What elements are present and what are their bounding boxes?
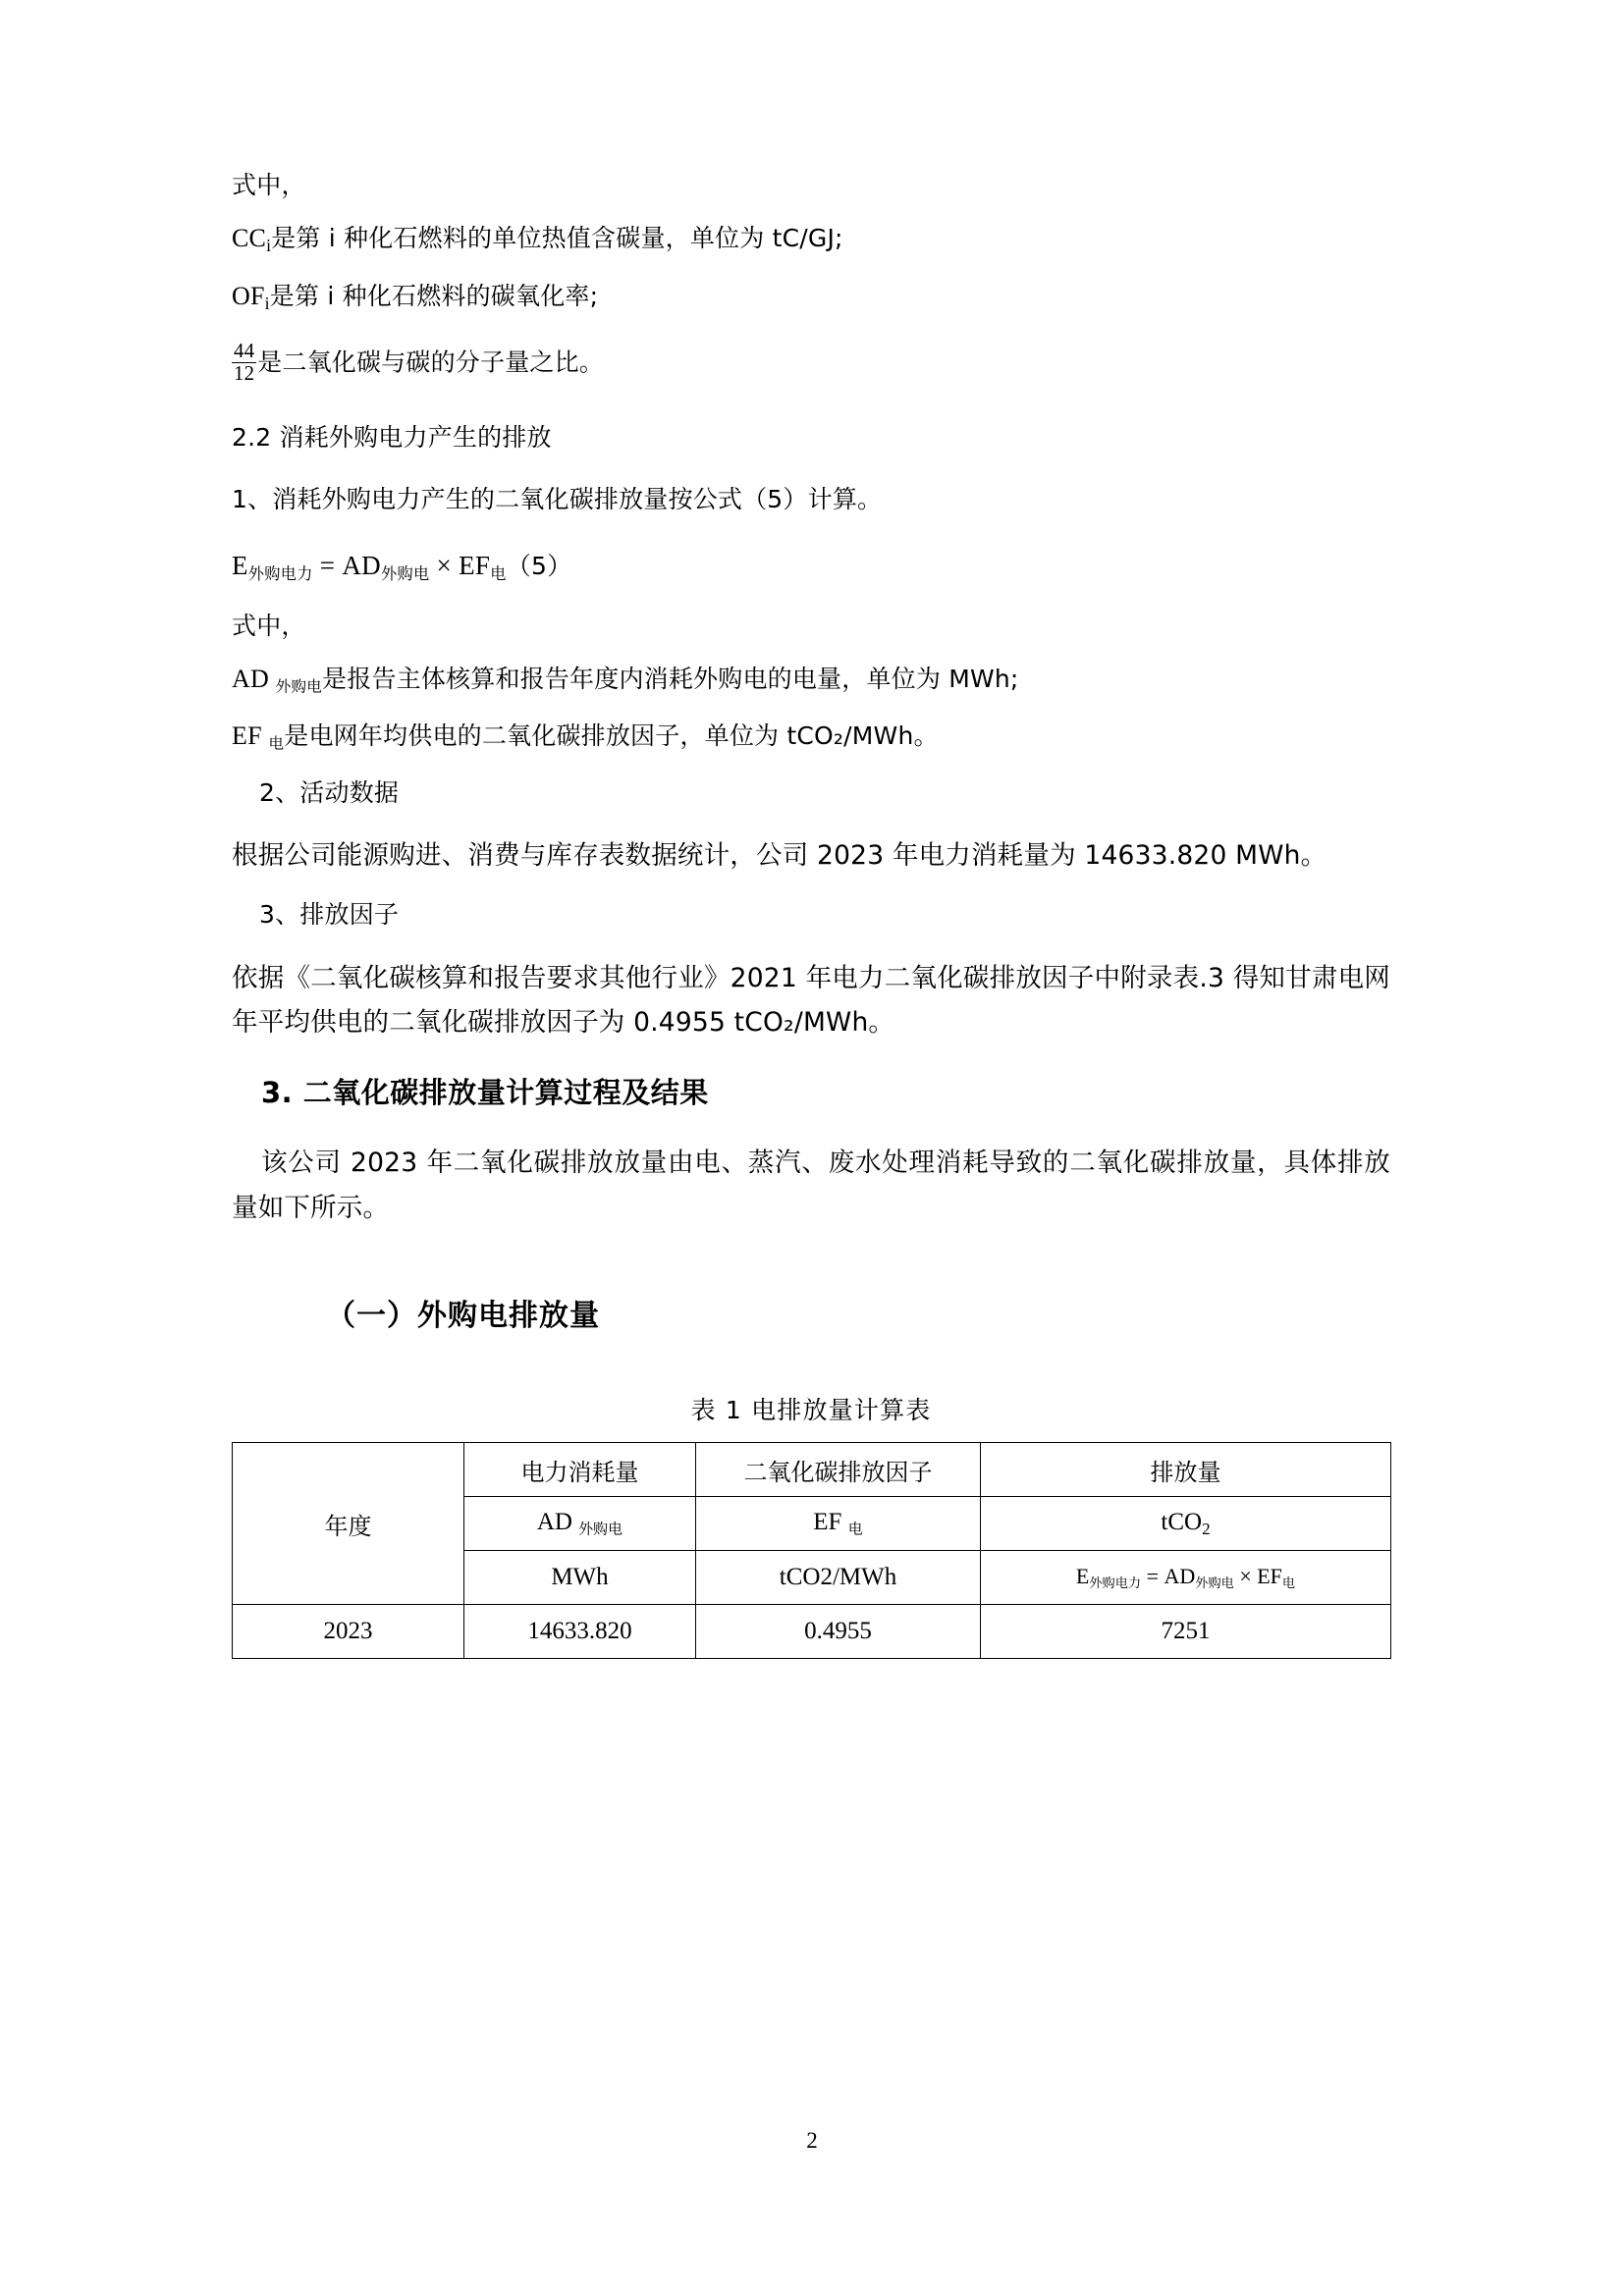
paragraph-item-1: 1、消耗外购电力产生的二氧化碳排放量按公式（5）计算。: [232, 484, 883, 513]
paragraph-of-definition: [232, 281, 1390, 313]
formula-5-sub-2: 外购电: [380, 563, 430, 583]
table-ad-subscript: 外购电: [578, 1520, 623, 1538]
table-caption: 表 1 电排放量计算表: [690, 1396, 932, 1425]
table-formula-sub-1: 外购电力: [1089, 1576, 1142, 1592]
fraction-denominator: 12: [234, 362, 255, 386]
paragraph-shizhong-1: 式中，: [232, 171, 306, 199]
table-formula-sub-2: 外购电: [1195, 1576, 1234, 1592]
table-ef-subscript: 电: [847, 1520, 863, 1538]
paragraph-ad-definition: AD 外购电是报告主体核算和报告年度内消耗外购电的电量，单位为 MWh;: [232, 664, 1019, 696]
paragraph-cc-definition: [232, 226, 1390, 255]
table-formula-sub-3: 电: [1281, 1576, 1296, 1592]
heading-part-one: （一）外购电排放量: [326, 1299, 600, 1334]
table-cell-year-value: 2023: [233, 1605, 464, 1659]
paragraph-shizhong-2: 式中，: [232, 611, 306, 640]
table-tco2-subscript: 2: [1202, 1519, 1211, 1538]
formula-5-sub-1: 外购电力: [247, 563, 313, 583]
of-subscript: i: [264, 293, 270, 313]
ef-subscript: 电: [268, 734, 285, 753]
of-symbol: OF: [232, 281, 265, 310]
table-cell-emission-value: 7251: [981, 1605, 1391, 1659]
emission-calculation-table: [232, 1442, 1391, 1659]
table-cell-header-emission-factor: 二氧化碳排放因子: [696, 1443, 981, 1497]
formula-5-number: （5）: [506, 551, 572, 580]
table-header-row-1: [233, 1443, 1391, 1497]
paragraph-emission-factor: 依据《二氧化碳核算和报告要求其他行业》2021 年电力二氧化碳排放因子中附录表.3 得知甘肃电网年平均供电的二氧化碳排放因子为 0.4955 tCO₂/MWh。: [232, 962, 1390, 1039]
section-heading-3: 3. 二氧化碳排放量计算过程及结果: [261, 1076, 709, 1110]
ad-subscript: 外购电: [275, 677, 323, 696]
table-cell-symbol-ef: EF 电: [696, 1497, 981, 1551]
table-cell-unit-tco2: tCO$_2$: [981, 1497, 1391, 1551]
fraction-description: 是二氧化碳与碳的分子量之比。: [257, 347, 605, 377]
formula-5: E外购电力 = AD外购电 × EF电（5）: [232, 550, 572, 583]
paragraph-item-2: 2、活动数据: [259, 778, 400, 808]
cc-description: 是第 i 种化石燃料的单位热值含碳量，单位为 tC/GJ;: [271, 224, 843, 252]
table-row: [233, 1605, 1391, 1659]
table-cell-unit-tco2-mwh: tCO2/MWh: [696, 1551, 981, 1605]
paragraph-section-3-body: 该公司 2023 年二氧化碳排放放量由电、蒸汽、废水处理消耗导致的二氧化碳排放量，具体排放量如下所示。: [232, 1148, 1390, 1223]
of-description: 是第 i 种化石燃料的碳氧化率;: [269, 281, 599, 310]
table-cell-formula: E外购电力 = AD外购电 × EF电: [981, 1551, 1391, 1605]
table-cell-consumption-value: 14633.820: [464, 1605, 696, 1659]
paragraph-ef-definition: EF 电是电网年均供电的二氧化碳排放因子，单位为 tCO₂/MWh。: [232, 721, 939, 753]
page-number: 2: [806, 2128, 818, 2153]
ad-description: 是报告主体核算和报告年度内消耗外购电的电量，单位为 MWh;: [322, 664, 1019, 693]
table-cell-unit-mwh: MWh: [464, 1551, 696, 1605]
table-cell-header-electricity-consumption: 电力消耗量: [464, 1443, 696, 1497]
cc-subscript: i: [266, 235, 272, 255]
table-cell-factor-value: 0.4955: [696, 1605, 981, 1659]
section-heading-2-2: 2.2 消耗外购电力产生的排放: [232, 422, 552, 452]
cc-symbol: CC: [232, 224, 267, 252]
page-content: [232, 173, 1390, 1659]
fraction-44-over-12: [232, 341, 256, 385]
table-cell-year-header: 年度: [233, 1443, 464, 1605]
formula-5-sub-3: 电: [490, 563, 507, 583]
paragraph-item-3: 3、排放因子: [259, 899, 400, 929]
ef-description: 是电网年均供电的二氧化碳排放因子，单位为 tCO₂/MWh。: [284, 721, 939, 751]
fraction-numerator: 44: [234, 340, 255, 363]
table-cell-symbol-ad: AD 外购电: [464, 1497, 696, 1551]
paragraph-fraction-definition: [232, 341, 1390, 385]
table-cell-header-emissions: 排放量: [981, 1443, 1391, 1497]
paragraph-activity-data: 根据公司能源购进、消费与库存表数据统计，公司 2023 年电力消耗量为 14633.820 MWh。: [232, 840, 1327, 872]
